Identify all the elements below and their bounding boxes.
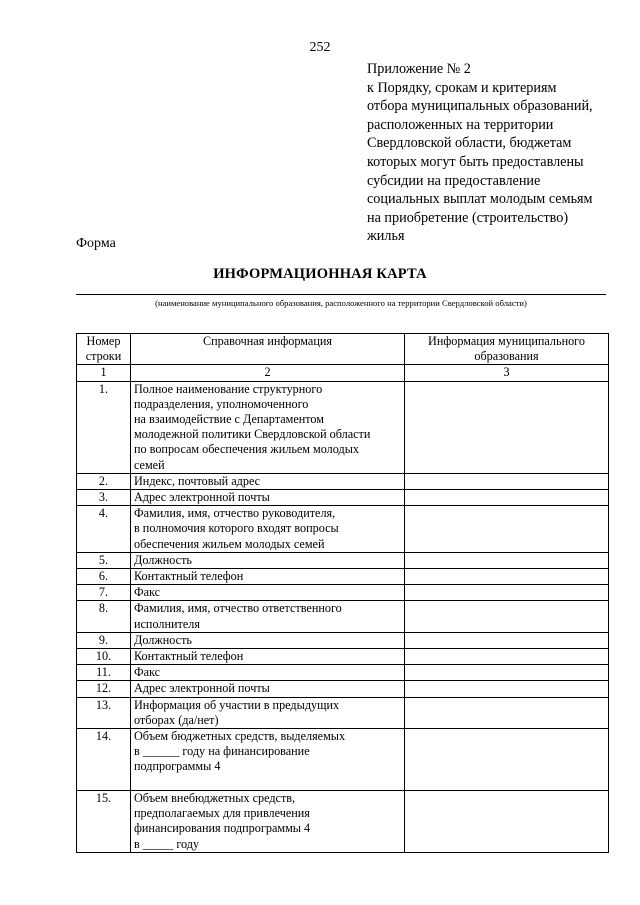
page-number: 252 bbox=[309, 40, 331, 55]
reference-info-line: Адрес электронной почты bbox=[134, 681, 270, 696]
reference-info-line: Контактный телефон bbox=[134, 649, 244, 664]
reference-info-line: исполнителя bbox=[134, 616, 200, 631]
column-number-row bbox=[77, 365, 609, 381]
municipal-info-cell[interactable] bbox=[405, 665, 609, 681]
reference-info-line: Информация об участии в предыдущих bbox=[134, 697, 340, 712]
reference-info-line: на взаимодействие с Департаментом bbox=[134, 412, 324, 427]
reference-info-line: семей bbox=[134, 457, 165, 472]
reference-info-cell bbox=[131, 490, 405, 506]
municipal-info-cell[interactable] bbox=[405, 585, 609, 601]
row-number: 6. bbox=[77, 569, 131, 585]
header-municipal-info: Информация муниципального образования bbox=[405, 334, 609, 365]
reference-info-line: подразделения, уполномоченного bbox=[134, 396, 309, 411]
appendix-line: Приложение № 2 bbox=[367, 61, 471, 77]
reference-info-line: обеспечения жильем молодых семей bbox=[134, 536, 325, 551]
appendix-line: жилья bbox=[367, 228, 405, 245]
appendix-line: к Порядку, срокам и критериям bbox=[367, 79, 557, 96]
reference-info-cell bbox=[131, 585, 405, 601]
row-number: 13. bbox=[77, 697, 131, 728]
row-number: 3. bbox=[77, 490, 131, 506]
document-title: ИНФОРМАЦИОННАЯ КАРТА bbox=[213, 266, 427, 282]
header-row-number: Номер строки bbox=[77, 334, 131, 365]
table-row bbox=[77, 552, 609, 568]
reference-info-line: Полное наименование структурного bbox=[134, 381, 323, 396]
reference-info-line: Контактный телефон bbox=[134, 569, 244, 584]
table-row bbox=[77, 681, 609, 697]
reference-info-cell bbox=[131, 649, 405, 665]
row-number: 11. bbox=[77, 665, 131, 681]
row-number: 15. bbox=[77, 790, 131, 852]
appendix-line: Свердловской области, бюджетам bbox=[367, 135, 572, 152]
reference-info-cell bbox=[131, 569, 405, 585]
column-number: 2 bbox=[131, 365, 405, 381]
column-number: 3 bbox=[405, 365, 609, 381]
row-number: 2. bbox=[77, 473, 131, 489]
table-row bbox=[77, 790, 609, 852]
reference-info-cell bbox=[131, 632, 405, 648]
reference-info-line: Фамилия, имя, отчество ответственного bbox=[134, 601, 342, 616]
table-row bbox=[77, 490, 609, 506]
info-card-table bbox=[76, 333, 609, 853]
reference-info-line: по вопросам обеспечения жильем молодых bbox=[134, 442, 359, 457]
appendix-line: на приобретение (строительство) bbox=[367, 209, 569, 226]
reference-info-cell bbox=[131, 473, 405, 489]
reference-info-line: Объем внебюджетных средств, bbox=[134, 790, 296, 805]
reference-info-line: предполагаемых для привлечения bbox=[134, 806, 310, 821]
reference-info-line: в _____ году bbox=[134, 836, 200, 851]
reference-info-line: Объем бюджетных средств, выделяемых bbox=[134, 729, 346, 744]
table-row bbox=[77, 697, 609, 728]
reference-info-cell bbox=[131, 381, 405, 473]
row-number: 7. bbox=[77, 585, 131, 601]
reference-info-line: отборах (да/нет) bbox=[134, 712, 219, 727]
municipal-info-cell[interactable] bbox=[405, 490, 609, 506]
reference-info-line: Факс bbox=[134, 585, 161, 600]
table-row bbox=[77, 473, 609, 489]
row-number: 4. bbox=[77, 506, 131, 553]
reference-info-line: Индекс, почтовый адрес bbox=[134, 473, 261, 488]
table-header-row bbox=[77, 334, 609, 365]
municipal-info-cell[interactable] bbox=[405, 506, 609, 553]
reference-info-line: Адрес электронной почты bbox=[134, 490, 270, 505]
municipal-info-cell[interactable] bbox=[405, 601, 609, 632]
form-label: Форма bbox=[76, 236, 116, 251]
row-number: 14. bbox=[77, 729, 131, 791]
table-row bbox=[77, 601, 609, 632]
reference-info-line: финансирования подпрограммы 4 bbox=[134, 821, 311, 836]
reference-info-cell bbox=[131, 665, 405, 681]
municipality-name-caption: (наименование муниципального образования, расположенного на территории Свердловской области) bbox=[155, 298, 527, 308]
row-number: 12. bbox=[77, 681, 131, 697]
appendix-reference bbox=[367, 60, 629, 246]
reference-info-cell bbox=[131, 729, 405, 791]
row-number: 10. bbox=[77, 649, 131, 665]
header-reference-info: Справочная информация bbox=[131, 334, 405, 365]
municipal-info-cell[interactable] bbox=[405, 681, 609, 697]
reference-info-line: Должность bbox=[134, 632, 192, 647]
municipal-info-cell[interactable] bbox=[405, 632, 609, 648]
appendix-line: отбора муниципальных образований, bbox=[367, 98, 593, 115]
reference-info-line: Факс bbox=[134, 665, 161, 680]
row-number: 8. bbox=[77, 601, 131, 632]
municipal-info-cell[interactable] bbox=[405, 381, 609, 473]
table-row bbox=[77, 381, 609, 473]
table-row bbox=[77, 585, 609, 601]
municipal-info-cell[interactable] bbox=[405, 790, 609, 852]
reference-info-line: Фамилия, имя, отчество руководителя, bbox=[134, 506, 336, 521]
reference-info-cell bbox=[131, 552, 405, 568]
appendix-line: социальных выплат молодым семьям bbox=[367, 191, 593, 208]
reference-info-line: Должность bbox=[134, 552, 192, 567]
municipal-info-cell[interactable] bbox=[405, 729, 609, 791]
row-number: 1. bbox=[77, 381, 131, 473]
reference-info-line: молодежной политики Свердловской области bbox=[134, 427, 371, 442]
reference-info-cell bbox=[131, 697, 405, 728]
row-number: 9. bbox=[77, 632, 131, 648]
table-row bbox=[77, 632, 609, 648]
appendix-line: субсидии на предоставление bbox=[367, 172, 541, 189]
municipal-info-cell[interactable] bbox=[405, 552, 609, 568]
reference-info-line: подпрограммы 4 bbox=[134, 759, 221, 774]
table-row bbox=[77, 729, 609, 791]
column-number: 1 bbox=[77, 365, 131, 381]
reference-info-cell bbox=[131, 790, 405, 852]
municipal-info-cell[interactable] bbox=[405, 569, 609, 585]
appendix-line: расположенных на территории bbox=[367, 116, 554, 133]
municipal-info-cell[interactable] bbox=[405, 697, 609, 728]
row-number: 5. bbox=[77, 552, 131, 568]
table-row bbox=[77, 506, 609, 553]
appendix-line: которых могут быть предоставлены bbox=[367, 153, 584, 170]
municipal-info-cell[interactable] bbox=[405, 649, 609, 665]
table-body bbox=[77, 381, 609, 852]
table-row bbox=[77, 649, 609, 665]
reference-info-cell bbox=[131, 601, 405, 632]
municipality-name-blank bbox=[76, 294, 606, 295]
table-row bbox=[77, 569, 609, 585]
municipal-info-cell[interactable] bbox=[405, 473, 609, 489]
table-row bbox=[77, 665, 609, 681]
reference-info-cell bbox=[131, 681, 405, 697]
reference-info-cell bbox=[131, 506, 405, 553]
reference-info-line: в полномочия которого входят вопросы bbox=[134, 521, 339, 536]
reference-info-line bbox=[134, 775, 401, 790]
reference-info-line: в ______ году на финансирование bbox=[134, 744, 310, 759]
